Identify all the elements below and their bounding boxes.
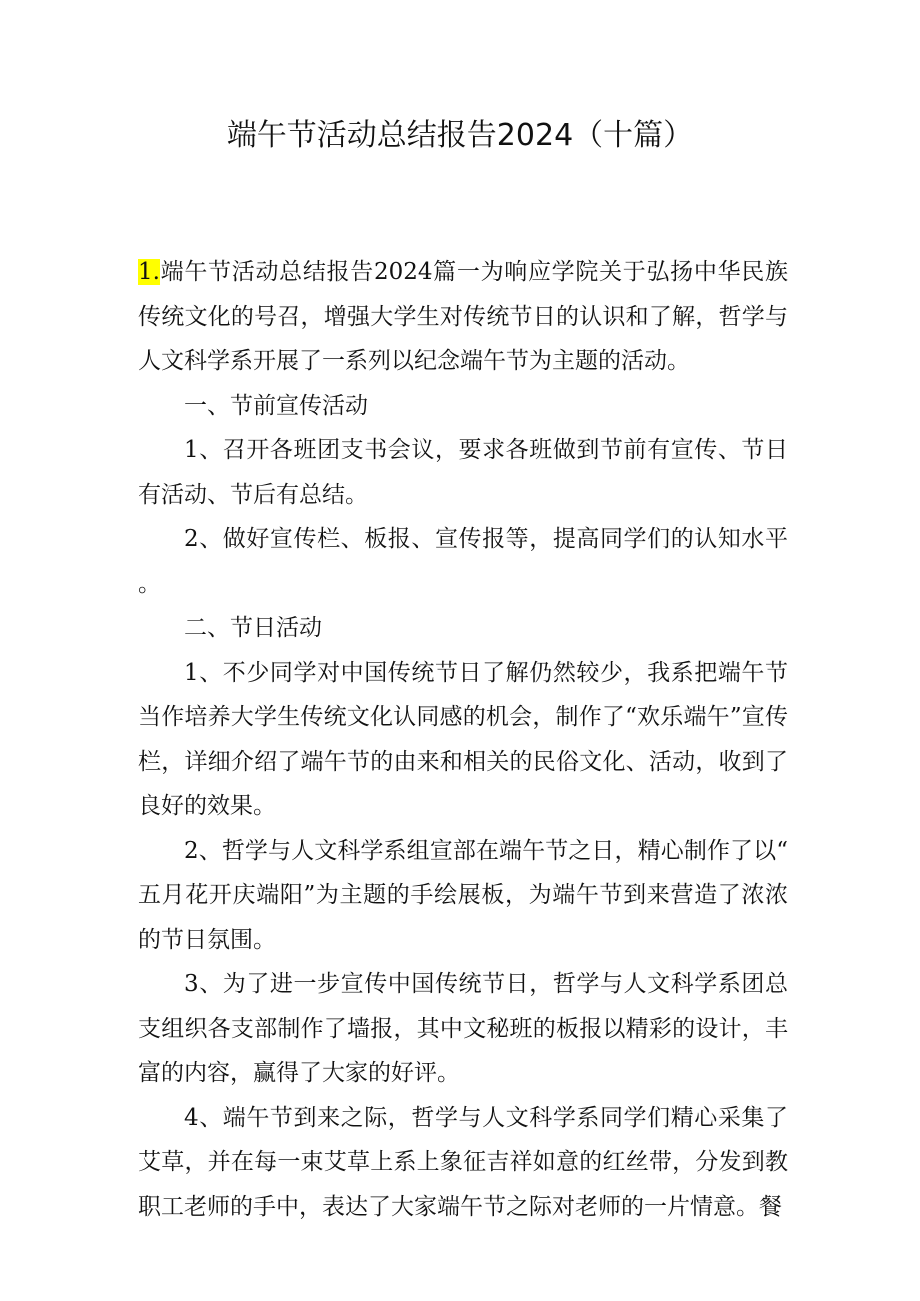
paragraph-item: 2、做好宣传栏、板报、宣传报等，提高同学们的认知水平。 xyxy=(138,526,788,597)
section-heading-festival: 二、节日活动 xyxy=(184,615,322,641)
paragraph-item: 1、不少同学对中国传统节日了解仍然较少，我系把端午节当作培养大学生传统文化认同感的机会，制作了“欢乐端午”宣传栏，详细介绍了端午节的由来和相关的民俗文化、活动，收到了良好的效果。 xyxy=(138,659,788,819)
paragraph-item: 1、召开各班团支书会议，要求各班做到节前有宣传、节日有活动、节后有总结。 xyxy=(138,437,788,508)
highlighted-item-number: 1. xyxy=(138,259,160,285)
document-body xyxy=(138,250,788,1229)
paragraph-item: 3、为了进一步宣传中国传统节日，哲学与人文科学系团总支组织各支部制作了墙报，其中文秘班的板报以精彩的设计，丰富的内容，赢得了大家的好评。 xyxy=(138,971,788,1086)
paragraph-intro xyxy=(138,250,788,384)
paragraph-item: 2、哲学与人文科学系组宣部在端午节之日，精心制作了以“五月花开庆端阳”为主题的手绘展板，为端午节到来营造了浓浓的节日氛围。 xyxy=(138,837,788,953)
section-heading-pre-festival: 一、节前宣传活动 xyxy=(184,392,368,419)
paragraph-item: 4、端午节到来之际，哲学与人文科学系同学们精心采集了艾草，并在每一束艾草上系上象征吉祥如意的红丝带，分发到教职工老师的手中，表达了大家端午节之际对老师的一片情意。餐 xyxy=(138,1104,788,1220)
paragraph-intro-text: 端午节活动总结报告2024篇一为响应学院关于弘扬中华民族传统文化的号召，增强大学生对传统节日的认识和了解，哲学与人文科学系开展了一系列以纪念端午节为主题的活动。 xyxy=(138,259,788,374)
document-title: 端午节活动总结报告2024（十篇） xyxy=(226,118,694,153)
